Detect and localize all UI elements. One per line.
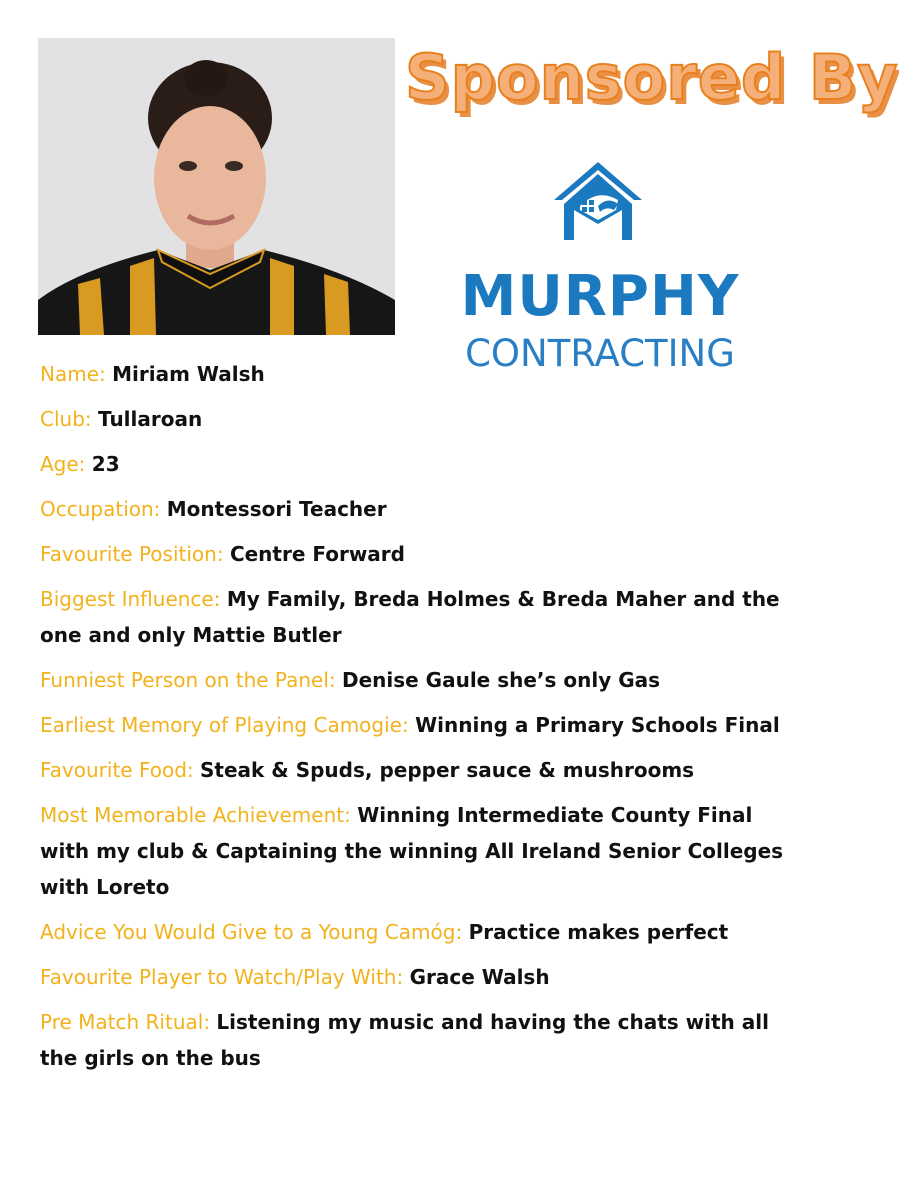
field-value: Denise Gaule she’s only Gas bbox=[341, 668, 661, 692]
field-label: Age: bbox=[40, 452, 86, 476]
field-label: Favourite Player to Watch/Play With: bbox=[40, 965, 404, 989]
field-value: Listening my music and having the chats with all the girls on the bus bbox=[40, 1010, 769, 1070]
profile-field-biggest-influence bbox=[40, 581, 800, 653]
logo-wordmark-murphy: MURPHY bbox=[460, 264, 740, 329]
player-profile bbox=[40, 356, 800, 1085]
profile-field-age bbox=[40, 446, 800, 482]
field-value: Grace Walsh bbox=[409, 965, 550, 989]
profile-field-club bbox=[40, 401, 800, 437]
profile-field-favourite-player bbox=[40, 959, 800, 995]
player-portrait-image bbox=[38, 38, 395, 335]
field-value: Montessori Teacher bbox=[166, 497, 387, 521]
field-value: Centre Forward bbox=[229, 542, 405, 566]
field-label: Pre Match Ritual: bbox=[40, 1010, 211, 1034]
profile-field-pre-match-ritual bbox=[40, 1004, 800, 1076]
profile-field-occupation bbox=[40, 491, 800, 527]
profile-field-name bbox=[40, 356, 800, 392]
field-label: Name: bbox=[40, 362, 106, 386]
field-label: Most Memorable Achievement: bbox=[40, 803, 351, 827]
field-value: My Family, Breda Holmes & Breda Maher and the one and only Mattie Butler bbox=[40, 587, 780, 647]
field-value: Winning Intermediate County Final with my club & Captaining the winning All Ireland Senior Colleges with Loreto bbox=[40, 803, 784, 899]
field-value: Steak & Spuds, pepper sauce & mushrooms bbox=[200, 758, 695, 782]
player-photo bbox=[38, 38, 395, 335]
field-value: Tullaroan bbox=[98, 407, 203, 431]
field-label: Club: bbox=[40, 407, 92, 431]
field-value: Practice makes perfect bbox=[468, 920, 729, 944]
field-value: Winning a Primary Schools Final bbox=[415, 713, 780, 737]
profile-field-memorable-achievement bbox=[40, 797, 800, 905]
profile-field-favourite-position bbox=[40, 536, 800, 572]
field-label: Advice You Would Give to a Young Camóg: bbox=[40, 920, 463, 944]
field-label: Favourite Position: bbox=[40, 542, 224, 566]
profile-field-favourite-food bbox=[40, 752, 800, 788]
murphy-contracting-logo-icon bbox=[552, 160, 644, 242]
profile-field-earliest-memory bbox=[40, 707, 800, 743]
logo-wordmark-contracting: CONTRACTING bbox=[465, 332, 735, 375]
field-value: 23 bbox=[91, 452, 120, 476]
profile-field-funniest-person bbox=[40, 662, 800, 698]
field-label: Funniest Person on the Panel: bbox=[40, 668, 336, 692]
field-value: Miriam Walsh bbox=[112, 362, 265, 386]
field-label: Occupation: bbox=[40, 497, 161, 521]
field-label: Favourite Food: bbox=[40, 758, 194, 782]
sponsored-by-heading: Sponsored By bbox=[405, 41, 899, 114]
profile-field-advice bbox=[40, 914, 800, 950]
field-label: Earliest Memory of Playing Camogie: bbox=[40, 713, 409, 737]
field-label: Biggest Influence: bbox=[40, 587, 221, 611]
